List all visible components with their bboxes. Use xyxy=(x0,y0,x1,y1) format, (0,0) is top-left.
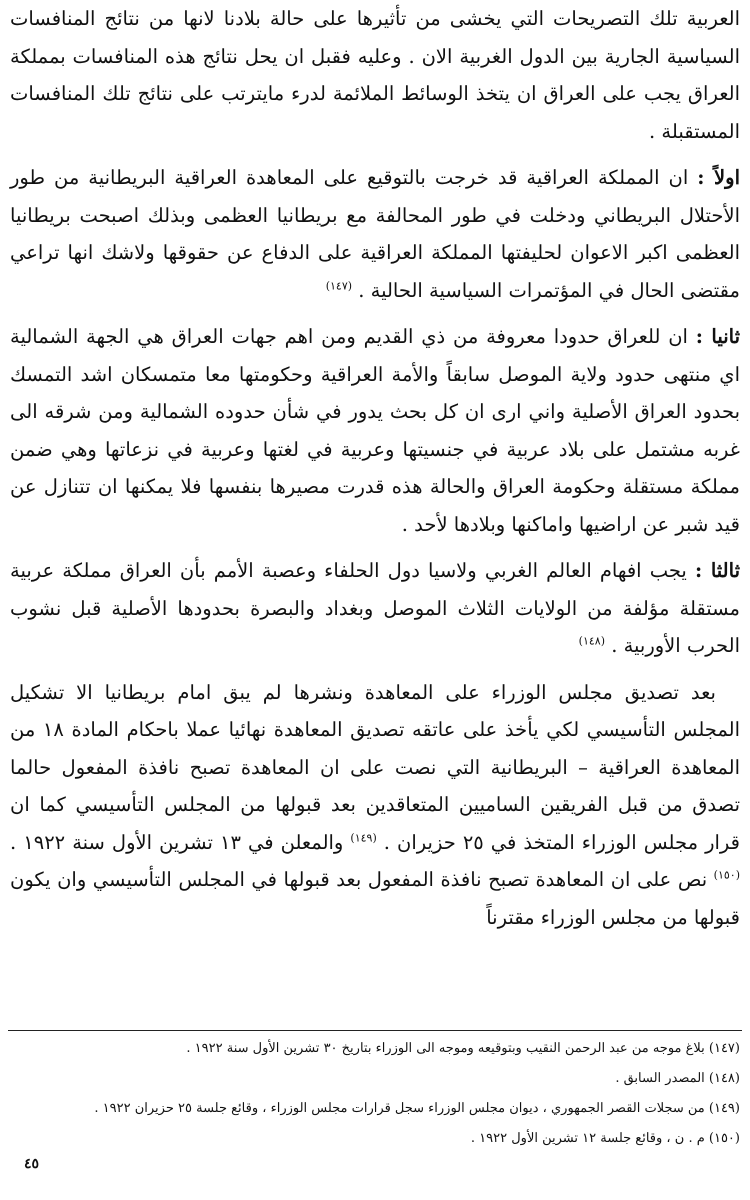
paragraph-text: ان للعراق حدودا معروفة من ذي القديم ومن اهم جهات العراق هي الجهة الشمالية اي منتهى حدود ولاية الموصل سابقاً والأمة العراقية وحكومتها معا متمسكان اشد التمسك بحدود العراق الأصلية واني ارى ان كل بحث يدور في شأن حدوده الشمالية ومن شرقه الى غربه مشتمل على بلاد عربية في جنسيتها وعربية في لغتها وعربية في نزعاتها وهي ضمن مملكة مستقلة وحكومة العراق والحالة هذه قدرت مصيرها بنفسها فلا يمكنها ان تتنازل عن قيد شبر عن اراضيها واماكنها وبلادها لأحد . xyxy=(10,325,740,536)
paragraph-ratification xyxy=(10,674,740,937)
paragraph-text: بعد تصديق مجلس الوزراء على المعاهدة ونشرها لم يبق امام بريطانيا الا تشكيل المجلس التأسيسي لكي يأخذ على عاتقه تصديق المعاهدة نهائيا عملا باحكام المادة ١٨ من المعاهدة العراقية – البريطانية التي نصت على ان المعاهدة تصبح نافذة المفعول حالما تصدق من قبل الفريقين الساميين المتعاقدين بعد قبولها من المجلس التأسيسي كما ان قرار مجلس الوزراء المتخذ في ٢٥ حزيران . xyxy=(10,680,741,854)
paragraph-lead: ثانيا : xyxy=(695,325,741,348)
paragraph-first-point xyxy=(10,159,740,309)
paragraph-text: ان المملكة العراقية قد خرجت بالتوقيع على المعاهدة العراقية البريطانية من طور الأحتلال البريطاني ودخلت في طور المحالفة مع بريطانيا العظمى وبذلك اصبحت بريطانيا العظمى اكبر الاعوان لحليفتها المملكة العراقية على الدفاع عن حقوقها ولاشك انها تراعي مقتضى الحال في المؤتمرات السياسية الحالية . xyxy=(10,166,740,302)
paragraph-lead: ثالثا : xyxy=(694,559,740,582)
footnote: (١٤٨) المصدر السابق . xyxy=(615,1071,740,1086)
body-text xyxy=(10,0,740,945)
footnote-reference: (١٤٩) xyxy=(350,831,377,844)
paragraph-text: العربية تلك التصريحات التي يخشى من تأثيرها على حالة بلادنا لانها من نتائج المنافسات السياسية الجارية بين الدول الغربية الان . وعليه فقبل ان يحل نتائج هذه المنافسات بمملكة العراق يجب على العراق ان يتخذ الوسائط الملائمة لدرء مايترتب على نتائج تلك المنافسات المستقبلة . xyxy=(10,7,740,143)
footnote-reference: (١٤٨) xyxy=(578,634,605,648)
paragraph-text: والمعلن في ١٣ تشرين الأول سنة ١٩٢٢ . xyxy=(10,830,344,854)
paragraph-intro xyxy=(10,0,740,150)
footnote: (١٥٠) م . ن ، وقائع جلسة ١٢ تشرين الأول ١٩٢٢ . xyxy=(470,1131,740,1146)
paragraph-lead: اولاً : xyxy=(697,166,740,189)
paragraph-text: نص على ان المعاهدة تصبح نافذة المفعول بعد قبولها في المجلس التأسيسي وان يكون قبولها من مجلس الوزراء مقترناً xyxy=(10,868,740,929)
paragraph-second-point xyxy=(10,318,740,543)
footnote-reference: (١٥٠) xyxy=(713,868,740,882)
paragraph-text: يجب افهام العالم الغربي ولاسيا دول الحلفاء وعصبة الأمم بأن العراق مملكة عربية مستقلة مؤلفة من الولايات الثلاث الموصل وبغداد والبصرة بحدودها الأصلية قبل نشوب الحرب الأوربية . xyxy=(10,559,740,657)
page-number: ٤٥ xyxy=(24,1156,40,1172)
footnote-reference: (١٤٧) xyxy=(325,279,353,292)
paragraph-third-point xyxy=(10,552,740,665)
footnotes xyxy=(10,1036,740,1156)
footnote-divider xyxy=(8,1030,742,1031)
footnote: (١٤٧) بلاغ موجه من عبد الرحمن النقيب وبتوقيعه وموجه الى الوزراء بتاريخ ٣٠ تشرين الأول سنة ١٩٢٢ . xyxy=(186,1041,740,1056)
footnote: (١٤٩) من سجلات القصر الجمهوري ، ديوان مجلس الوزراء سجل قرارات مجلس الوزراء ، وقائع جلسة ٢٥ حزيران ١٩٢٢ . xyxy=(94,1101,740,1116)
